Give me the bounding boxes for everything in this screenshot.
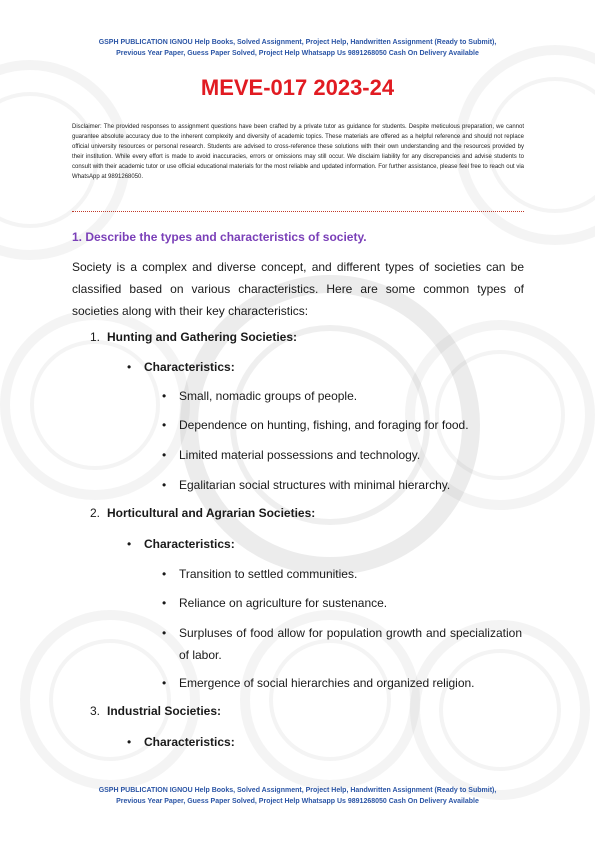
intro-paragraph: Society is a complex and diverse concept, and different types of societies can be classified based on various characteristics. Here are some common types of societies along with their key characteristics: xyxy=(72,260,524,318)
list-item xyxy=(162,444,524,466)
list-item xyxy=(162,563,524,585)
characteristics-heading xyxy=(127,537,235,551)
section-number: 1. xyxy=(90,330,101,344)
section-number: 3. xyxy=(90,704,101,718)
question-heading: 1. Describe the types and characteristics of society. xyxy=(72,230,367,244)
bullet-icon: • xyxy=(127,735,132,749)
list-item-text: Small, nomadic groups of people. xyxy=(179,389,358,403)
section-title: Industrial Societies: xyxy=(107,704,222,718)
list-item xyxy=(162,592,524,614)
list-item-text: Egalitarian social structures with minimal hierarchy. xyxy=(179,478,451,492)
bullet-icon: • xyxy=(162,389,167,403)
list-item-text: Reliance on agriculture for sustenance. xyxy=(179,596,388,610)
list-item-text: Transition to settled communities. xyxy=(179,567,358,581)
disclaimer: Disclaimer: The provided responses to assignment questions have been crafted by a private tutor as guidance for students. Despite meticulous preparation, we cannot guarantee absolute accuracy due to the inherent complexity and diversity of academic topics. These materials are offered as a helpful reference and should not replace official university resources or personal research. Students are advised to cross-reference these solutions with their own understanding and the resources provided by their institution. While every effort is made to avoid inaccuracies, errors or omissions may still occur. We disclaim liability for any discrepancies and advise students to consult with their academic tutor or use official educational materials for the most reliable and updated information. For further assistance, please feel free to reach out via WhatsApp at 9891268050. xyxy=(72,124,524,180)
list-item-text: Emergence of social hierarchies and organized religion. xyxy=(179,676,475,690)
bullet-icon: • xyxy=(162,626,167,640)
characteristics-heading xyxy=(127,360,235,374)
list-item-text: Surpluses of food allow for population growth and specialization of labor. xyxy=(179,626,522,662)
section-heading xyxy=(90,506,315,520)
footer-line-1: GSPH PUBLICATION IGNOU Help Books, Solved Assignment, Project Help, Handwritten Assignment (Ready to Submit), xyxy=(98,787,497,794)
page-title: MEVE-017 2023-24 xyxy=(200,75,395,100)
section-number: 2. xyxy=(90,506,101,520)
bullet-icon: • xyxy=(162,596,167,610)
section-heading xyxy=(90,704,221,718)
list-item-text: Limited material possessions and technology. xyxy=(179,448,421,462)
page-footer xyxy=(70,785,525,807)
header-line-2: Previous Year Paper, Guess Paper Solved, Project Help Whatsapp Us 9891268050 Cash On Delivery Available xyxy=(116,50,479,57)
page-header xyxy=(70,37,525,59)
list-item xyxy=(162,622,524,666)
list-item xyxy=(162,414,524,436)
list-item-text: Dependence on hunting, fishing, and foraging for food. xyxy=(179,418,469,432)
footer-line-2: Previous Year Paper, Guess Paper Solved, Project Help Whatsapp Us 9891268050 Cash On Delivery Available xyxy=(116,798,479,805)
bullet-icon: • xyxy=(162,478,167,492)
list-item xyxy=(162,385,524,407)
divider xyxy=(72,211,524,212)
list-item xyxy=(162,672,524,694)
section-heading xyxy=(90,330,297,344)
bullet-icon: • xyxy=(162,418,167,432)
characteristics-heading xyxy=(127,735,235,749)
section-title: Hunting and Gathering Societies: xyxy=(107,330,298,344)
bullet-icon: • xyxy=(127,360,132,374)
header-line-1: GSPH PUBLICATION IGNOU Help Books, Solved Assignment, Project Help, Handwritten Assignment (Ready to Submit), xyxy=(98,39,497,46)
bullet-icon: • xyxy=(127,537,132,551)
characteristics-label: Characteristics: xyxy=(144,537,235,551)
characteristics-label: Characteristics: xyxy=(144,735,235,749)
list-item xyxy=(162,474,524,496)
bullet-icon: • xyxy=(162,676,167,690)
bullet-icon: • xyxy=(162,567,167,581)
section-title: Horticultural and Agrarian Societies: xyxy=(107,506,316,520)
bullet-icon: • xyxy=(162,448,167,462)
characteristics-label: Characteristics: xyxy=(144,360,235,374)
